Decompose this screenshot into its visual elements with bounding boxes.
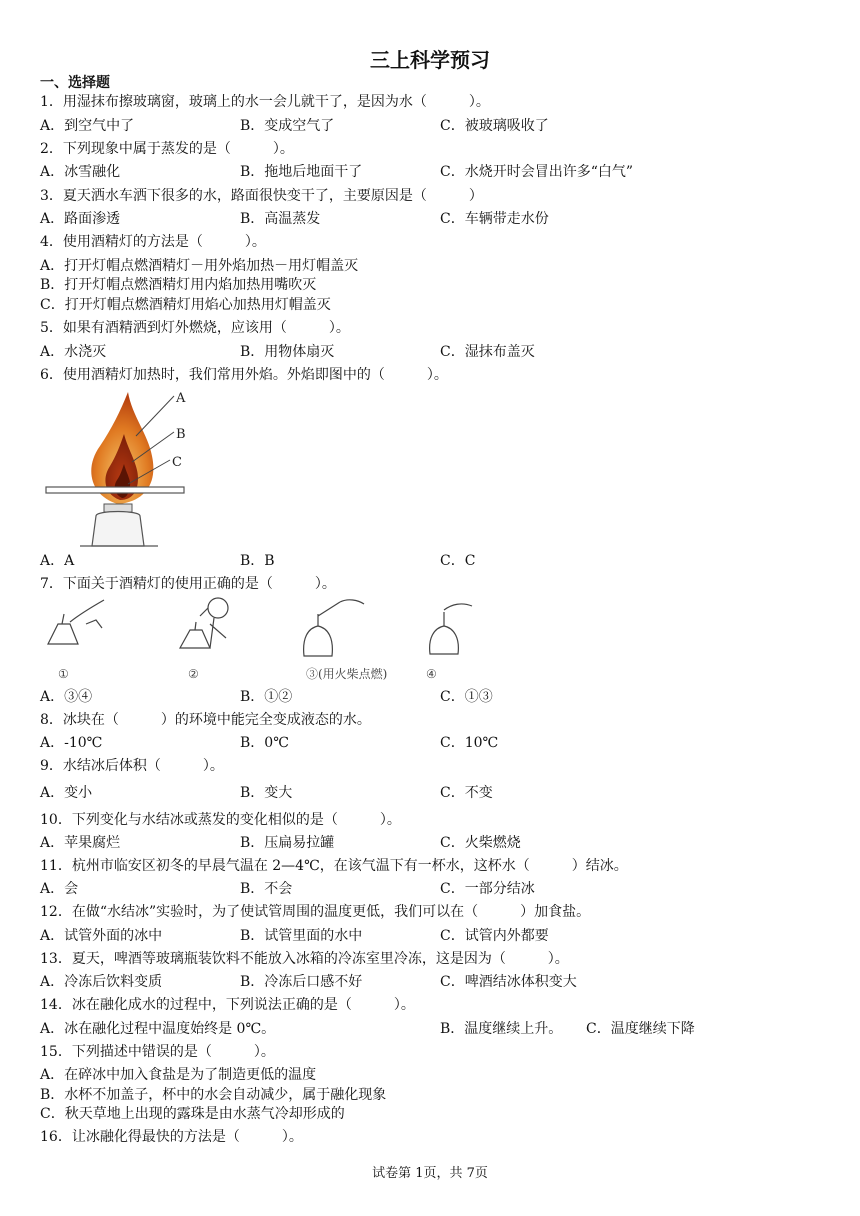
q1-option-c[interactable]: C．被玻璃吸收了: [440, 118, 549, 134]
q14-option-b[interactable]: B．温度继续上升。: [440, 1021, 563, 1037]
q9-option-c[interactable]: C．不变: [440, 785, 493, 801]
q7-stem: 7．下面关于酒精灯的使用正确的是（ ）。: [40, 576, 336, 592]
q4-stem: 4．使用酒精灯的方法是（ ）。: [40, 234, 266, 250]
q9-stem: 9．水结冰后体积（ ）。: [40, 758, 224, 774]
q16-stem: 16．让冰融化得最快的方法是（ ）。: [40, 1129, 303, 1145]
q14-option-a[interactable]: A．冰在融化过程中温度始终是 0℃。: [40, 1021, 276, 1037]
q11-option-c[interactable]: C．一部分结冰: [440, 881, 535, 897]
q9-option-b[interactable]: B．变大: [240, 785, 293, 801]
q11-option-b[interactable]: B．不会: [240, 881, 293, 897]
q3-stem: 3．夏天洒水车洒下很多的水，路面很快变干了，主要原因是（ ）: [40, 188, 483, 204]
q5-option-c[interactable]: C．湿抹布盖灭: [440, 344, 535, 360]
q5-option-a[interactable]: A．水浇灭: [40, 344, 107, 360]
q12-stem: 12．在做“水结冰”实验时，为了使试管周围的温度更低，我们可以在（ ）加食盐。: [40, 904, 591, 920]
fig7-label-2: ②: [188, 667, 199, 681]
q11-stem: 11．杭州市临安区初冬的早晨气温在 2—4℃，在该气温下有一杯水，这杯水（ ）结冰。: [40, 858, 628, 874]
page-footer: 试卷第 1页，共 7页: [372, 1166, 488, 1181]
q7-option-a[interactable]: A．③④: [40, 689, 93, 705]
q12-option-a[interactable]: A．试管外面的冰中: [40, 928, 163, 944]
q1-stem: 1．用湿抹布擦玻璃窗，玻璃上的水一会儿就干了，是因为水（ ）。: [40, 94, 490, 110]
figure-label-c: C: [172, 455, 182, 470]
q3-option-c[interactable]: C．车辆带走水份: [440, 211, 549, 227]
q4-option-c[interactable]: C．打开灯帽点燃酒精灯用焰心加热用灯帽盖灭: [40, 297, 331, 313]
lamp-usage-figures: [40, 594, 500, 688]
heating-rod: [46, 487, 184, 493]
q14-stem: 14．冰在融化成水的过程中，下列说法正确的是（ ）。: [40, 997, 415, 1013]
q1-option-a[interactable]: A．到空气中了: [40, 118, 135, 134]
q4-option-b[interactable]: B．打开灯帽点燃酒精灯用内焰加热用嘴吹灭: [40, 277, 317, 293]
q4-option-a[interactable]: A．打开灯帽点燃酒精灯－用外焰加热－用灯帽盖灭: [40, 258, 359, 274]
q3-option-b[interactable]: B．高温蒸发: [240, 211, 321, 227]
q15-stem: 15．下列描述中错误的是（ ）。: [40, 1044, 275, 1060]
lamp-base: [92, 512, 144, 547]
q13-option-c[interactable]: C．啤酒结冰体积变大: [440, 974, 577, 990]
q2-stem: 2．下列现象中属于蒸发的是（ ）。: [40, 141, 294, 157]
q7-option-c[interactable]: C．①③: [440, 689, 493, 705]
q2-option-b[interactable]: B．拖地后地面干了: [240, 164, 363, 180]
q8-option-c[interactable]: C．10℃: [440, 735, 499, 751]
q5-stem: 5．如果有酒精洒到灯外燃烧，应该用（ ）。: [40, 320, 350, 336]
q13-option-b[interactable]: B．冷冻后口感不好: [240, 974, 363, 990]
q13-stem: 13．夏天，啤酒等玻璃瓶装饮料不能放入冰箱的冷冻室里冷冻，这是因为（ ）。: [40, 951, 569, 967]
q12-option-c[interactable]: C．试管内外都要: [440, 928, 549, 944]
q8-option-b[interactable]: B．0℃: [240, 735, 289, 751]
q8-stem: 8．冰块在（ ）的环境中能完全变成液态的水。: [40, 712, 371, 728]
q8-option-a[interactable]: A．-10℃: [40, 735, 103, 751]
q10-option-b[interactable]: B．压扁易拉罐: [240, 835, 335, 851]
q2-option-a[interactable]: A．冰雪融化: [40, 164, 121, 180]
q10-option-a[interactable]: A．苹果腐烂: [40, 835, 121, 851]
q6-option-a[interactable]: A．A: [40, 553, 75, 569]
fig7-label-1: ①: [58, 667, 69, 681]
q6-stem: 6．使用酒精灯加热时，我们常用外焰。外焰即图中的（ ）。: [40, 367, 448, 383]
q10-option-c[interactable]: C．火柴燃烧: [440, 835, 521, 851]
q11-option-a[interactable]: A．会: [40, 881, 79, 897]
fig7-label-3: ③(用火柴点燃): [306, 667, 388, 681]
q15-option-a[interactable]: A．在碎冰中加入食盐是为了制造更低的温度: [40, 1067, 317, 1083]
fig7-label-4: ④: [426, 667, 437, 681]
q15-option-c[interactable]: C．秋天草地上出现的露珠是由水蒸气冷却形成的: [40, 1106, 345, 1122]
q6-option-c[interactable]: C．C: [440, 553, 476, 569]
q1-option-b[interactable]: B．变成空气了: [240, 118, 335, 134]
figure-label-b: B: [176, 427, 186, 442]
q13-option-a[interactable]: A．冷冻后饮料变质: [40, 974, 163, 990]
q3-option-a[interactable]: A．路面渗透: [40, 211, 121, 227]
q14-option-c[interactable]: C．温度继续下降: [586, 1021, 695, 1037]
q5-option-b[interactable]: B．用物体扇灭: [240, 344, 335, 360]
alcohol-lamp-flame-figure: [40, 386, 240, 548]
figure-label-a: A: [176, 391, 186, 406]
section-heading: 一、选择题: [40, 75, 110, 91]
q2-option-c[interactable]: C．水烧开时会冒出许多“白气”: [440, 164, 634, 180]
q9-option-a[interactable]: A．变小: [40, 785, 93, 801]
q12-option-b[interactable]: B．试管里面的水中: [240, 928, 363, 944]
q6-option-b[interactable]: B．B: [240, 553, 275, 569]
q7-option-b[interactable]: B．①②: [240, 689, 293, 705]
page-title: 三上科学预习: [370, 48, 490, 72]
q15-option-b[interactable]: B．水杯不加盖子，杯中的水会自动减少，属于融化现象: [40, 1087, 387, 1103]
q10-stem: 10．下列变化与水结冰或蒸发的变化相似的是（ ）。: [40, 812, 401, 828]
